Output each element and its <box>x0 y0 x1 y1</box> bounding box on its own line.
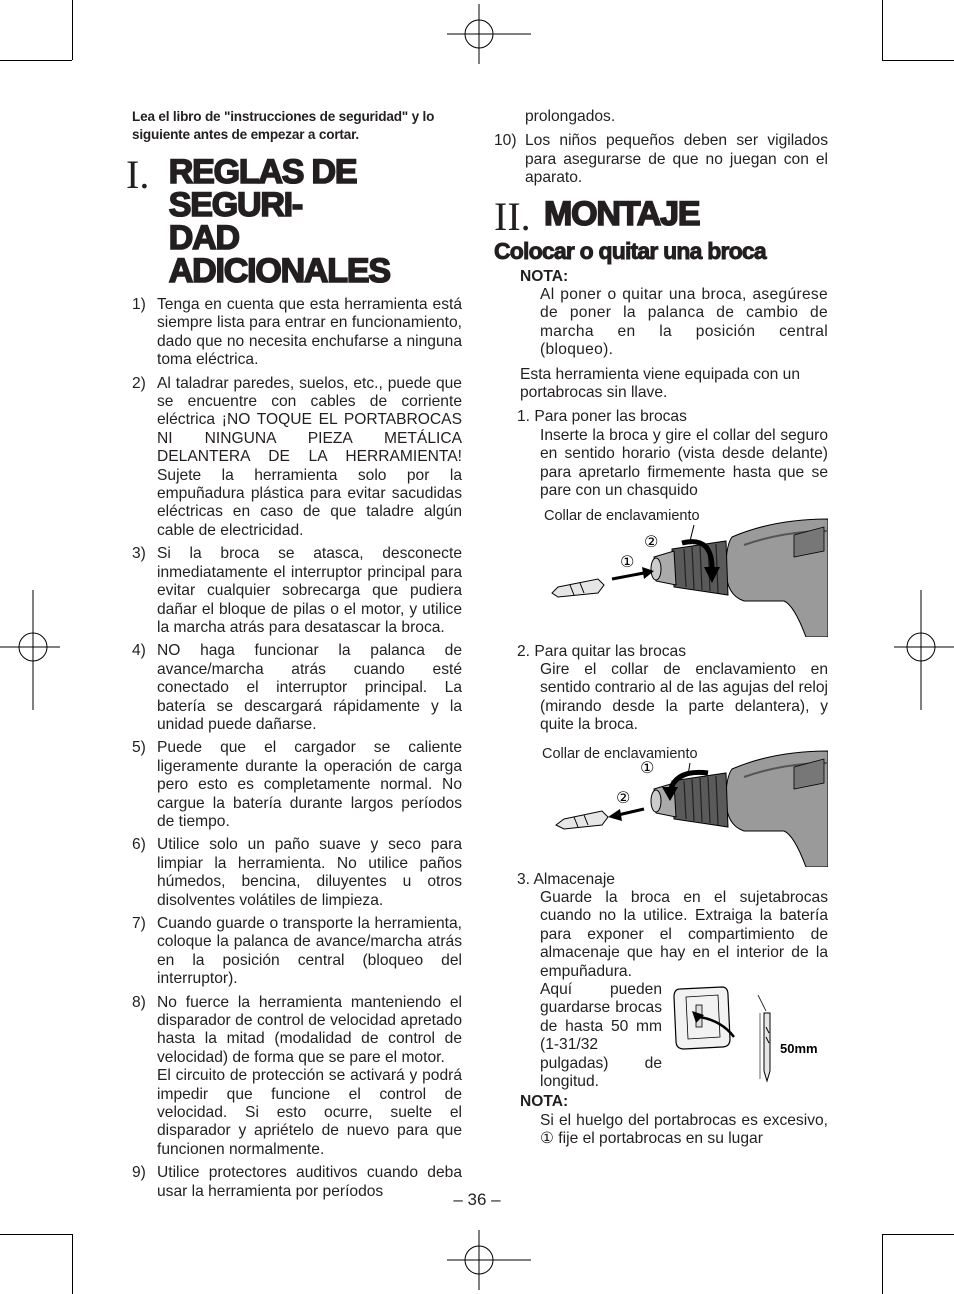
crop-mark <box>882 60 954 61</box>
figure-caption: Collar de enclavamiento <box>542 745 698 762</box>
note-text: Si el huelgo del portabrocas es excesivo, ① fije el portabrocas en su lugar <box>540 1111 828 1148</box>
list-item <box>132 739 462 831</box>
item-text: No fuerce la herramienta manteniendo el disparador de control de velocidad apretado hasta la mitad (modalidad de control de velocidad) de forma que se pare el motor. <box>157 993 462 1066</box>
note-label: NOTA: <box>520 267 569 285</box>
crop-mark <box>882 1234 954 1235</box>
crop-mark <box>0 1234 72 1235</box>
section-heading-1 <box>126 152 462 290</box>
list-item <box>132 375 462 541</box>
section-number: I. <box>126 152 150 197</box>
step-text: Gire el collar de enclavamiento en sentido contrario al de las agujas del reloj (mirando desde la parte delantera), y quite la broca. <box>540 660 828 734</box>
bit-storage-illustration <box>662 981 822 1091</box>
item-text: Puede que el cargador se caliente ligeramente durante la operación de carga pero esto es completamente normal. No cargue la batería durante largos períodos de tiempo. <box>157 739 462 830</box>
registration-mark-icon <box>0 590 60 710</box>
storage-text: Aquí pueden guardarse brocas de hasta 50 mm (1-31/32 pulgadas) de longitud. <box>540 980 662 1090</box>
step-text: Guarde la broca en el sujetabrocas cuando no la utilice. Extraiga la batería para exponer el compartimiento de almacenaje que hay en el interior de la empuñadura. <box>540 888 828 980</box>
crop-mark <box>0 60 72 61</box>
paragraph: Esta herramienta viene equipada con un portabrocas sin llave. <box>520 365 801 402</box>
list-item <box>494 132 828 187</box>
item-number: 5) <box>132 739 146 757</box>
page-number: – 36 – <box>453 1190 501 1209</box>
safety-rules-list <box>132 296 462 1201</box>
section-number: II. <box>494 193 531 239</box>
item-text: Al taladrar paredes, suelos, etc., puede que se encuentre con cables de corriente eléctrica ¡NO TOQUE EL PORTABROCAS NI NINGUNA PIEZA METÁLICA DELANTERA DE LA HERRAMIENTA! Sujete la herramienta solo por la empuñadura plástica para evitar sacudidas eléctricas en caso de que taladre algún cable de electricidad. <box>157 374 462 539</box>
registration-mark-icon <box>894 590 954 710</box>
storage-block <box>494 981 828 1091</box>
item-number: 4) <box>132 642 146 660</box>
left-column <box>126 108 462 1206</box>
item-number: 10) <box>494 132 517 150</box>
item-number: 7) <box>132 915 146 932</box>
step-heading: 1. Para poner las brocas <box>517 408 687 426</box>
item-text: Los niños pequeños deben ser vigilados para asegurarse de que no juegan con el aparato. <box>525 132 828 187</box>
section-title-line: REGLAS DE SEGURI- <box>168 153 357 224</box>
list-item <box>132 836 462 910</box>
crop-mark <box>882 0 883 60</box>
step-heading: 3. Almacenaje <box>517 870 615 888</box>
dimension-label: 50mm <box>780 1040 818 1056</box>
section-title: MONTAJE <box>544 194 700 233</box>
figure-storage <box>662 981 822 1091</box>
step-text: Inserte la broca y gire el collar del seguro en sentido horario (vista desde delante) para apretarlo firmemente hasta que se pare con un chasquido <box>540 426 828 500</box>
item-number: 9) <box>132 1164 146 1182</box>
item-text: NO haga funcionar la palanca de avance/marcha atrás cuando esté conectado el interruptor principal. La batería se descargará rápidamente y la unidad puede dañarse. <box>157 642 462 733</box>
item-text: Tenga en cuenta que esta herramienta está siempre lista para entrar en funcionamiento, dado que no necesita enchufarse a ninguna toma eléctrica. <box>157 296 462 369</box>
right-column <box>494 108 828 1149</box>
note-label: NOTA: <box>520 1093 569 1111</box>
registration-mark-icon <box>447 1230 531 1290</box>
item-text: Cuando guarde o transporte la herramienta, coloque la palanca de avance/marcha atrás en la posición central (bloqueo del interruptor). <box>157 915 462 988</box>
marker-2: ② <box>616 787 631 807</box>
item-number: 2) <box>132 374 146 392</box>
figure-caption: Collar de enclavamiento <box>544 507 700 524</box>
step-heading: 2. Para quitar las brocas <box>517 642 687 660</box>
note-text: Al poner o quitar una broca, asegúrese de poner la palanca de cambio de marcha en la posición central (bloqueo). <box>540 286 828 359</box>
figure-insert-bit <box>494 505 828 637</box>
crop-mark <box>882 1234 883 1294</box>
list-item <box>132 915 462 989</box>
section-title-line: DAD ADICIONALES <box>168 219 390 290</box>
list-item <box>132 296 462 370</box>
figure-remove-bit <box>494 739 828 867</box>
item-number: 3) <box>132 545 146 563</box>
list-item <box>132 994 462 1160</box>
section-heading-2 <box>494 193 828 239</box>
item-9-continuation: prolongados. <box>525 108 616 125</box>
item-text: Utilice solo un paño suave y seco para limpiar la herramienta. No utilice paños húmedos, bencina, diluyentes u otros disolventes volátiles de limpieza. <box>157 836 462 909</box>
marker-1: ① <box>640 757 655 777</box>
item-text: Utilice protectores auditivos cuando deba usar la herramienta por períodos <box>157 1164 462 1200</box>
item-number: 8) <box>132 993 146 1011</box>
item-text: Si la broca se atasca, desconecte inmediatamente el interruptor principal para evitar cualquier sobrecarga que pudiera dañar el bloque de pilas o el motor, y utilice la marcha atrás para desatascar la broca. <box>157 545 462 636</box>
marker-2: ② <box>644 531 659 551</box>
registration-mark-icon <box>447 4 531 64</box>
crop-mark <box>72 0 73 60</box>
item-text: El circuito de protección se activará y podrá impedir que funcione el control de velocidad. Si esto ocurre, suelte el disparador y apriételo de nuevo para que funcionen normalmente. <box>157 1067 462 1158</box>
item-number: 1) <box>132 296 146 313</box>
list-item <box>132 642 462 734</box>
subsection-title: Colocar o quitar una broca <box>494 237 766 264</box>
crop-mark <box>72 1234 73 1294</box>
item-number: 6) <box>132 836 146 854</box>
marker-1: ① <box>620 551 635 571</box>
list-item <box>132 545 462 637</box>
section-title <box>168 153 462 290</box>
intro-text: Lea el libro de "instrucciones de seguridad" y lo siguiente antes de empezar a cortar. <box>132 109 435 142</box>
